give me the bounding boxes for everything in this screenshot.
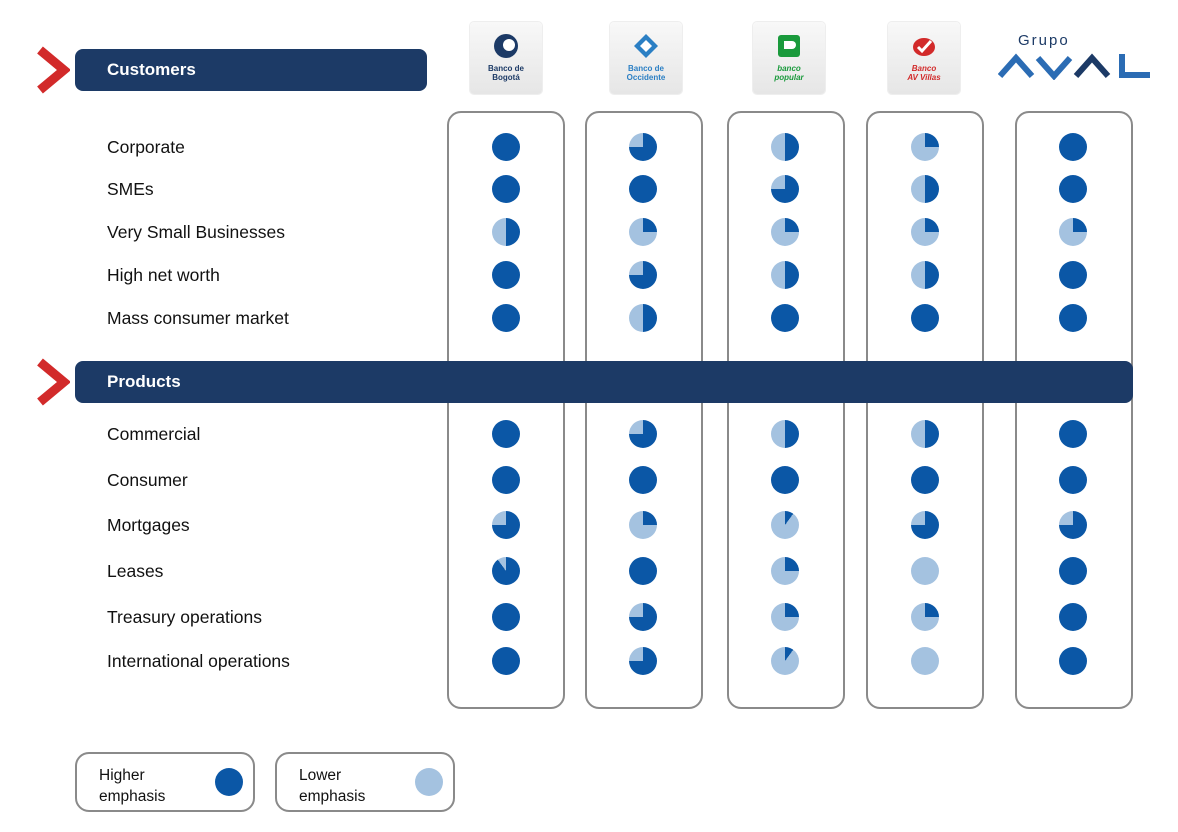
row-label: SMEs bbox=[107, 179, 154, 199]
emphasis-pie-icon bbox=[492, 603, 520, 631]
emphasis-pie-icon bbox=[1059, 420, 1087, 448]
emphasis-pie-icon bbox=[1059, 511, 1087, 539]
emphasis-pie-icon bbox=[1059, 133, 1087, 161]
emphasis-pie-icon bbox=[911, 218, 939, 246]
chevron-right-icon bbox=[36, 46, 70, 94]
emphasis-pie-icon bbox=[1059, 175, 1087, 203]
emphasis-pie-icon bbox=[629, 133, 657, 161]
emphasis-pie-icon bbox=[1059, 603, 1087, 631]
emphasis-pie-icon bbox=[771, 175, 799, 203]
legend-lower bbox=[275, 752, 455, 812]
row-label: High net worth bbox=[107, 265, 220, 285]
emphasis-pie-icon bbox=[629, 511, 657, 539]
aval-wordmark-icon bbox=[998, 50, 1153, 80]
emphasis-pie-icon bbox=[771, 304, 799, 332]
emphasis-pie-icon bbox=[629, 304, 657, 332]
logo-text-line1: Banco bbox=[911, 64, 937, 73]
emphasis-pie-icon bbox=[771, 466, 799, 494]
emphasis-pie-icon bbox=[771, 261, 799, 289]
emphasis-pie-icon bbox=[911, 261, 939, 289]
legend-lower-dot bbox=[415, 768, 443, 796]
row-label: Corporate bbox=[107, 137, 185, 157]
row-label: International operations bbox=[107, 651, 290, 671]
emphasis-pie-icon bbox=[771, 420, 799, 448]
emphasis-pie-icon bbox=[911, 133, 939, 161]
emphasis-pie-icon bbox=[771, 557, 799, 585]
emphasis-pie-icon bbox=[1059, 466, 1087, 494]
emphasis-pie-icon bbox=[911, 175, 939, 203]
products-title: Products bbox=[107, 372, 181, 391]
emphasis-pie-icon bbox=[1059, 261, 1087, 289]
logo-text-line1: Banco de bbox=[487, 64, 524, 73]
emphasis-pie-icon bbox=[492, 420, 520, 448]
emphasis-pie-icon bbox=[492, 647, 520, 675]
emphasis-pie-icon bbox=[492, 133, 520, 161]
logo-text-line1: Banco de bbox=[627, 64, 664, 73]
emphasis-pie-icon bbox=[629, 466, 657, 494]
emphasis-pie-icon bbox=[492, 511, 520, 539]
emphasis-pie-icon bbox=[492, 261, 520, 289]
legend-higher-dot bbox=[215, 768, 243, 796]
banco-de-bogota-logo bbox=[470, 22, 542, 94]
emphasis-pie-icon bbox=[1059, 304, 1087, 332]
logo-text-line2: Occidente bbox=[626, 73, 666, 82]
emphasis-pie-icon bbox=[911, 557, 939, 585]
emphasis-pie-icon bbox=[911, 647, 939, 675]
chevron-right-icon bbox=[36, 358, 70, 406]
row-label: Very Small Businesses bbox=[107, 222, 285, 242]
products-header bbox=[75, 361, 1133, 403]
emphasis-pie-icon bbox=[492, 175, 520, 203]
emphasis-pie-icon bbox=[629, 175, 657, 203]
emphasis-pie-icon bbox=[911, 420, 939, 448]
emphasis-pie-icon bbox=[1059, 647, 1087, 675]
emphasis-pie-icon bbox=[629, 420, 657, 448]
row-label: Mortgages bbox=[107, 515, 190, 535]
row-label: Mass consumer market bbox=[107, 308, 289, 328]
row-label: Consumer bbox=[107, 470, 188, 490]
logo-text-line2: AV Villas bbox=[907, 73, 941, 82]
emphasis-pie-icon bbox=[771, 133, 799, 161]
emphasis-pie-icon bbox=[492, 557, 520, 585]
grupo-aval-logo bbox=[998, 32, 1153, 82]
emphasis-pie-icon bbox=[492, 304, 520, 332]
emphasis-pie-icon bbox=[1059, 218, 1087, 246]
logo-text-line1: banco bbox=[777, 64, 801, 73]
emphasis-pie-icon bbox=[911, 511, 939, 539]
emphasis-pie-icon bbox=[629, 647, 657, 675]
emphasis-pie-icon bbox=[911, 466, 939, 494]
emphasis-pie-icon bbox=[771, 511, 799, 539]
emphasis-pie-icon bbox=[629, 261, 657, 289]
emphasis-pie-icon bbox=[492, 218, 520, 246]
emphasis-pie-icon bbox=[911, 603, 939, 631]
legend-higher bbox=[75, 752, 255, 812]
banco-av-villas-logo bbox=[888, 22, 960, 94]
row-label: Commercial bbox=[107, 424, 201, 444]
emphasis-pie-icon bbox=[771, 647, 799, 675]
legend-lower-label: Lower emphasis bbox=[299, 767, 366, 805]
logo-text-line2: popular bbox=[774, 73, 804, 82]
emphasis-pie-icon bbox=[911, 304, 939, 332]
legend-higher-label: Higher emphasis bbox=[99, 767, 166, 805]
emphasis-pie-icon bbox=[629, 603, 657, 631]
emphasis-pie-icon bbox=[1059, 557, 1087, 585]
emphasis-pie-icon bbox=[492, 466, 520, 494]
row-label: Treasury operations bbox=[107, 607, 262, 627]
banco-de-occidente-logo bbox=[610, 22, 682, 94]
customers-header bbox=[75, 49, 427, 91]
emphasis-pie-icon bbox=[629, 557, 657, 585]
logo-text-grupo: Grupo bbox=[1018, 32, 1070, 49]
emphasis-pie-icon bbox=[771, 603, 799, 631]
row-label: Leases bbox=[107, 561, 164, 581]
emphasis-pie-icon bbox=[629, 218, 657, 246]
banco-popular-logo bbox=[753, 22, 825, 94]
customers-title: Customers bbox=[107, 60, 196, 79]
logo-text-line2: Bogotá bbox=[492, 73, 520, 82]
emphasis-pie-icon bbox=[771, 218, 799, 246]
